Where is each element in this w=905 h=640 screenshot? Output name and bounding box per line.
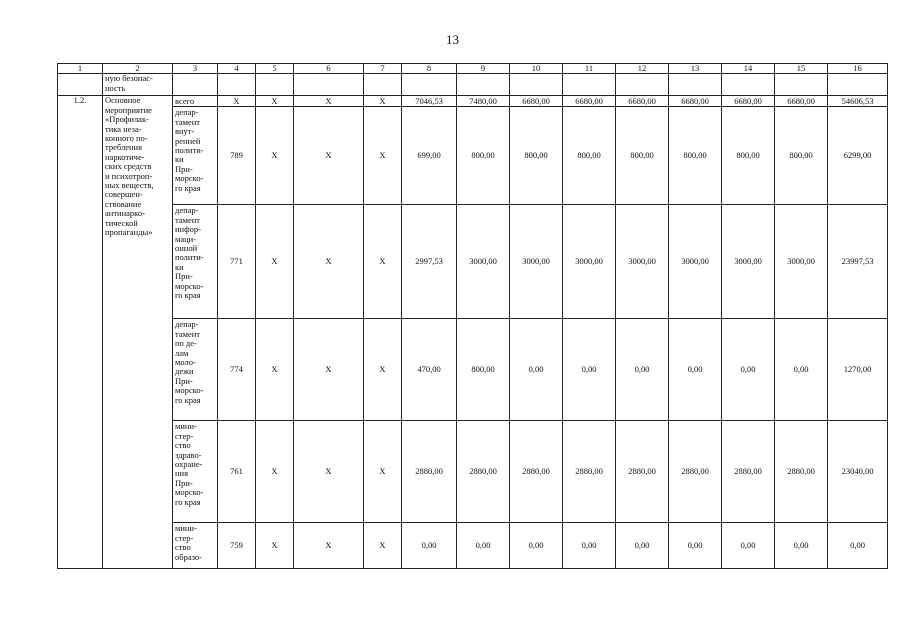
table-cell xyxy=(563,74,616,96)
header-row xyxy=(58,64,888,74)
table-cell: 3000,00 xyxy=(457,205,510,319)
table-cell: 800,00 xyxy=(457,107,510,205)
table-cell xyxy=(828,74,888,96)
total-cell: 7046,53 xyxy=(402,96,457,107)
table-cell: 23040,00 xyxy=(828,421,888,523)
header-cell: 13 xyxy=(669,64,722,74)
table-cell: 771 xyxy=(218,205,256,319)
table-cell: 800,00 xyxy=(669,107,722,205)
header-cell: 15 xyxy=(775,64,828,74)
table-cell: 699,00 xyxy=(402,107,457,205)
table-cell: X xyxy=(294,205,364,319)
header-cell: 11 xyxy=(563,64,616,74)
item-name: Основное мероприятие «Профилак- тика неза- конного по- требления наркотиче- ских средств и психотроп- ных веществ, совершен- ствование антинарко- тической пропаганды» xyxy=(103,96,173,569)
budget-table xyxy=(57,63,888,569)
department-name: мини- стер- ство здраво- охране- ния При- морско- го края xyxy=(173,421,218,523)
table-cell: 0,00 xyxy=(775,523,828,569)
header-cell: 3 xyxy=(173,64,218,74)
table-cell: 2880,00 xyxy=(563,421,616,523)
table-cell: 3000,00 xyxy=(616,205,669,319)
header-cell: 4 xyxy=(218,64,256,74)
department-name: мини- стер- ство образо- xyxy=(173,523,218,569)
total-cell: 7480,00 xyxy=(457,96,510,107)
table-cell: 800,00 xyxy=(722,107,775,205)
total-cell: 6680,00 xyxy=(563,96,616,107)
table-cell: 759 xyxy=(218,523,256,569)
table-cell: 0,00 xyxy=(563,319,616,421)
table-row xyxy=(58,523,888,569)
continuation-name: ную безопас- ность xyxy=(103,74,173,96)
continuation-row xyxy=(58,74,888,96)
table-cell: 0,00 xyxy=(669,523,722,569)
table-cell: 6299,00 xyxy=(828,107,888,205)
table-row xyxy=(58,319,888,421)
table-cell: 3000,00 xyxy=(669,205,722,319)
header-cell: 2 xyxy=(103,64,173,74)
table-cell: 0,00 xyxy=(722,319,775,421)
item-number: 1.2. xyxy=(58,96,103,569)
table-cell: 3000,00 xyxy=(563,205,616,319)
table-cell xyxy=(218,74,256,96)
table-cell: X xyxy=(294,319,364,421)
table-cell: X xyxy=(364,319,402,421)
table-cell: X xyxy=(294,421,364,523)
table-cell xyxy=(364,74,402,96)
header-cell: 1 xyxy=(58,64,103,74)
department-name: депар- тамент инфор- маци- онной полити- ки При- морско- го края xyxy=(173,205,218,319)
table-cell: 3000,00 xyxy=(510,205,563,319)
table-cell: 0,00 xyxy=(616,523,669,569)
table-cell: X xyxy=(364,523,402,569)
table-cell: 800,00 xyxy=(457,319,510,421)
table-cell: X xyxy=(256,421,294,523)
department-name: депар- тамент внут- ренней полити- ки При- морско- го края xyxy=(173,107,218,205)
table-cell: 2880,00 xyxy=(722,421,775,523)
total-cell: X xyxy=(256,96,294,107)
table-cell: 0,00 xyxy=(563,523,616,569)
table-cell: 2880,00 xyxy=(457,421,510,523)
table-cell xyxy=(775,74,828,96)
total-cell: 6680,00 xyxy=(775,96,828,107)
table-cell: X xyxy=(256,523,294,569)
table-cell: 0,00 xyxy=(616,319,669,421)
table-cell: 470,00 xyxy=(402,319,457,421)
total-label: всего xyxy=(173,96,218,107)
total-cell: X xyxy=(294,96,364,107)
total-cell: X xyxy=(218,96,256,107)
header-cell: 6 xyxy=(294,64,364,74)
table-cell: 2880,00 xyxy=(510,421,563,523)
table-cell: 2880,00 xyxy=(669,421,722,523)
table-cell xyxy=(457,74,510,96)
table-cell: 0,00 xyxy=(669,319,722,421)
table-cell: 2880,00 xyxy=(616,421,669,523)
total-cell: 6680,00 xyxy=(669,96,722,107)
table-cell: X xyxy=(364,205,402,319)
table-cell xyxy=(256,74,294,96)
table-cell: 0,00 xyxy=(510,523,563,569)
table-cell: 800,00 xyxy=(563,107,616,205)
table-cell xyxy=(402,74,457,96)
header-cell: 10 xyxy=(510,64,563,74)
table-cell: 0,00 xyxy=(722,523,775,569)
table-cell: 774 xyxy=(218,319,256,421)
table-cell xyxy=(722,74,775,96)
table-cell: 0,00 xyxy=(828,523,888,569)
total-cell: 6680,00 xyxy=(722,96,775,107)
table-cell: 800,00 xyxy=(510,107,563,205)
header-cell: 12 xyxy=(616,64,669,74)
table-cell: 2880,00 xyxy=(402,421,457,523)
table-cell xyxy=(616,74,669,96)
table-cell: 0,00 xyxy=(775,319,828,421)
total-cell: 54606,53 xyxy=(828,96,888,107)
header-cell: 8 xyxy=(402,64,457,74)
table-cell: 0,00 xyxy=(510,319,563,421)
table-cell: X xyxy=(364,421,402,523)
department-name: депар- тамент по де- лам моло- дежи При- морско- го края xyxy=(173,319,218,421)
table-cell: X xyxy=(294,107,364,205)
table-row xyxy=(58,205,888,319)
table-cell: 1270,00 xyxy=(828,319,888,421)
table-cell: 3000,00 xyxy=(775,205,828,319)
table-cell: X xyxy=(364,107,402,205)
table-cell: 0,00 xyxy=(457,523,510,569)
table-cell: X xyxy=(256,107,294,205)
table-cell xyxy=(669,74,722,96)
total-cell: 6680,00 xyxy=(510,96,563,107)
table-cell: 761 xyxy=(218,421,256,523)
header-cell: 7 xyxy=(364,64,402,74)
table-cell xyxy=(173,74,218,96)
table-cell xyxy=(58,74,103,96)
table-cell: 2997,53 xyxy=(402,205,457,319)
total-row xyxy=(58,96,888,107)
table-cell: 789 xyxy=(218,107,256,205)
header-cell: 16 xyxy=(828,64,888,74)
table-cell: X xyxy=(256,319,294,421)
header-cell: 9 xyxy=(457,64,510,74)
header-cell: 14 xyxy=(722,64,775,74)
table-cell: 2880,00 xyxy=(775,421,828,523)
total-cell: 6680,00 xyxy=(616,96,669,107)
table-cell xyxy=(510,74,563,96)
table-cell: 0,00 xyxy=(402,523,457,569)
table-cell: 800,00 xyxy=(775,107,828,205)
table-cell: 800,00 xyxy=(616,107,669,205)
table-cell: 23997,53 xyxy=(828,205,888,319)
table-cell: 3000,00 xyxy=(722,205,775,319)
table-cell: X xyxy=(256,205,294,319)
table-cell xyxy=(294,74,364,96)
page-number: 13 xyxy=(446,32,459,47)
table-cell: X xyxy=(294,523,364,569)
header-cell: 5 xyxy=(256,64,294,74)
table-row xyxy=(58,107,888,205)
total-cell: X xyxy=(364,96,402,107)
table-row xyxy=(58,421,888,523)
